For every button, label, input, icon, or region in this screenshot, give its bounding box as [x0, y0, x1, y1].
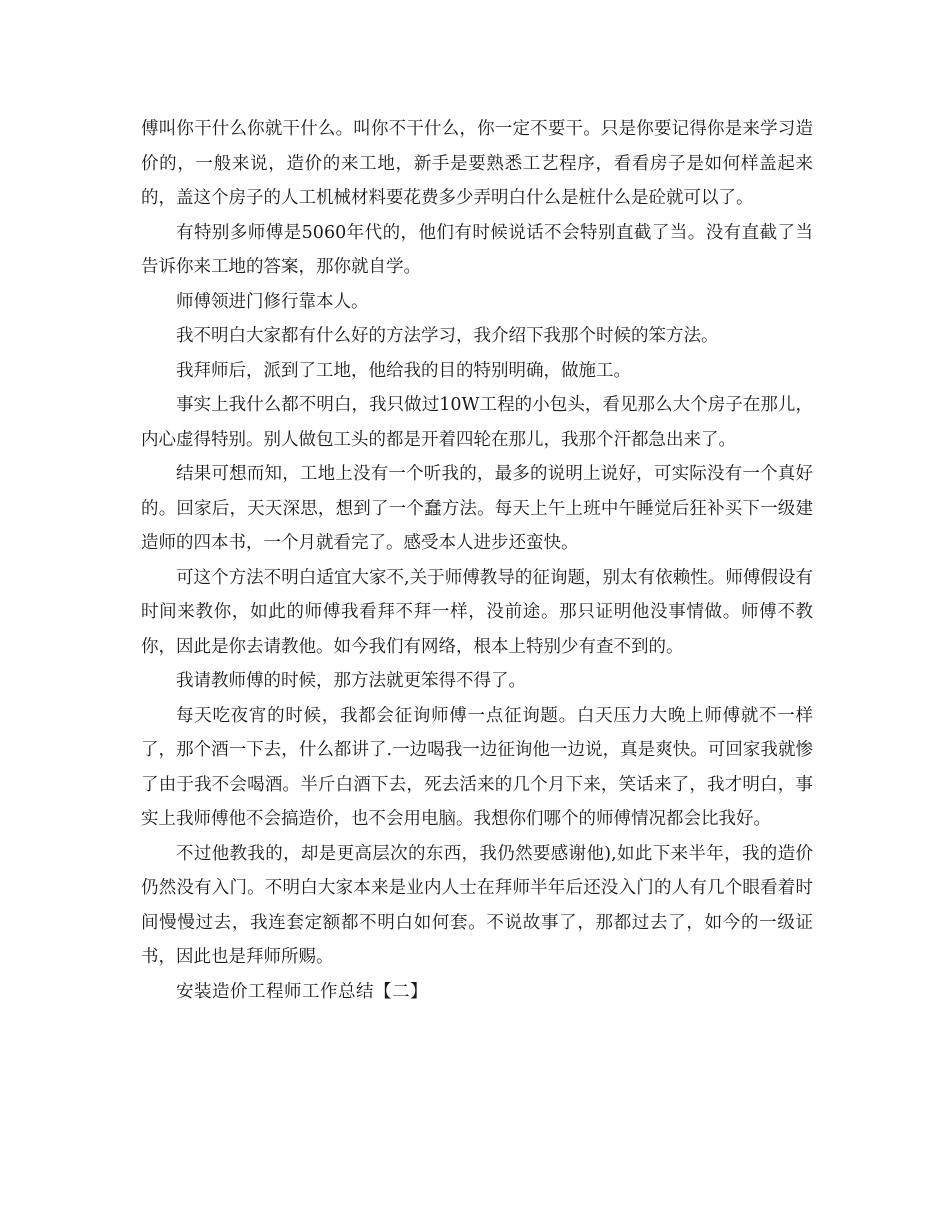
paragraph: 可这个方法不明白适宜大家不,关于师傅教导的征询题，别太有依赖性。师傅假设有时间来教你，如此的师傅我看拜不拜一样，没前途。那只证明他没事情做。师傅不教你，因此是你去请教他。如今我们有网络，根本上特别少有查不到的。 [141, 567, 813, 657]
paragraph: 每天吃夜宵的时候，我都会征询师傅一点征询题。白天压力大晚上师傅就不一样了，那个酒一下去，什么都讲了.一边喝我一边征询他一边说，真是爽快。可回家我就惨了由于我不会喝酒。半斤白酒下去，死去活来的几个月下来，笑话来了，我才明白，事实上我师傅他不会搞造价，也不会用电脑。我想你们哪个的师傅情况都会比我好。 [141, 705, 813, 829]
paragraph: 有特别多师傅是5060年代的，他们有时候说话不会特别直截了当。没有直截了当告诉你来工地的答案，那你就自学。 [141, 222, 813, 277]
paragraph: 不过他教我的，却是更高层次的东西，我仍然要感谢他),如此下来半年，我的造价仍然没有入门。不明白大家本来是业内人士在拜师半年后还没入门的人有几个眼看着时间慢慢过去，我连套定额都不明白如何套。不说故事了，那都过去了，如今的一级证书，因此也是拜师所赐。 [141, 843, 813, 967]
section-heading: 安装造价工程师工作总结【二】 [176, 981, 428, 1002]
paragraph-continuation: 傅叫你干什么你就干什么。叫你不干什么，你一定不要干。只是你要记得你是来学习造价的，一般来说，造价的来工地，新手是要熟悉工艺程序，看看房子是如何样盖起来的，盖这个房子的人工机械材料要花费多少弄明白什么是桩什么是砼就可以了。 [141, 119, 813, 208]
paragraph: 结果可想而知，工地上没有一个听我的，最多的说明上说好，可实际没有一个真好的。回家后，天天深思，想到了一个蠢方法。每天上午上班中午睡觉后狂补买下一级建造师的四本书，一个月就看完了。感受本人进步还蛮快。 [141, 464, 813, 553]
paragraph: 我不明白大家都有什么好的方法学习，我介绍下我那个时候的笨方法。 [176, 326, 719, 346]
paragraph: 我拜师后，派到了工地，他给我的目的特别明确，做施工。 [176, 360, 631, 381]
paragraph: 师傅领进门修行靠本人。 [176, 291, 369, 312]
document-body [141, 112, 813, 1009]
paragraph: 我请教师傅的时候，那方法就更笨得不得了。 [176, 671, 526, 691]
paragraph: 事实上我什么都不明白，我只做过10W工程的小包头，看见那么大个房子在那儿，内心虚得特别。别人做包工头的都是开着四轮在那儿，我那个汗都急出来了。 [141, 395, 813, 450]
